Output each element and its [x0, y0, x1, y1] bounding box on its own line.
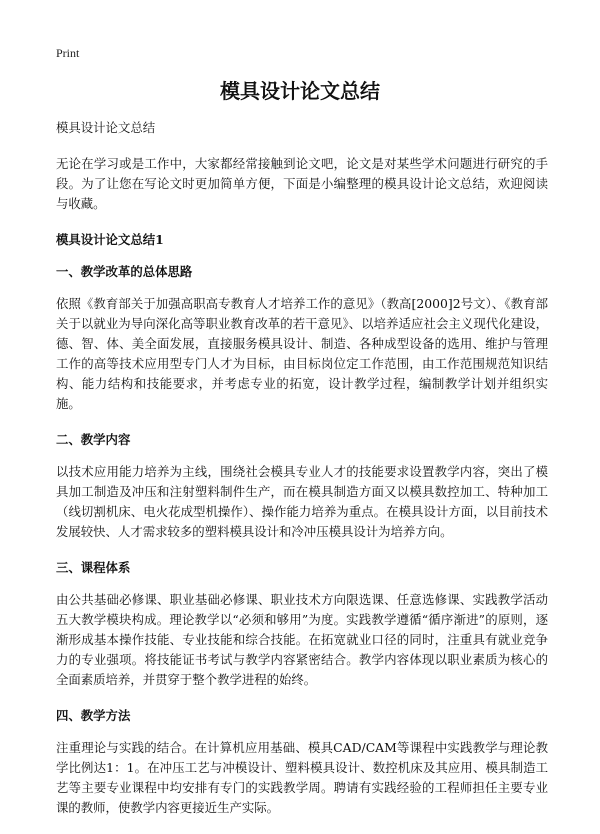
- section-heading-1: 一、教学改革的总体思路: [56, 264, 193, 279]
- section-paragraph-1: 依照《教育部关于加强高职高专教育人才培养工作的意见》（教高[2000]2号文）、《教育部关于以就业为导向深化高等职业教育改革的若干意见》、以培养适应社会主义现代化建设，德、智、体、美全面发展，直接服务模具设计、制造、各种成型设备的选用、维护与管理工作的高等技术应用型专门人才为目标，由目标岗位定工作范围，由工作范围规范知识结构、能力结构和技能要求，并考虑专业的拓宽，设计教学过程，编制教学计划并组织实施。: [56, 296, 548, 411]
- document-body: [56, 118, 548, 834]
- document-subtitle: 模具设计论文总结: [56, 120, 156, 135]
- section-paragraph-3: 由公共基础必修课、职业基础必修课、职业技术方向限选课、任意选修课、实践教学活动五大教学模块构成。理论教学以“必须和够用”为度。实践教学遵循“循序渐进”的原则，逐渐形成基本操作技能、专业技能和综合技能。在拓宽就业口径的同时，注重具有就业竞争力的专业强项。将技能证书考试与教学内容紧密结合。教学内容体现以职业素质为核心的全面素质培养，并贯穿于整个教学进程的始终。: [56, 592, 548, 687]
- section-heading-3: 三、课程体系: [56, 560, 131, 575]
- section-heading-2: 二、教学内容: [56, 432, 131, 447]
- section-heading-4: 四、教学方法: [56, 708, 131, 723]
- section-title: 模具设计论文总结1: [56, 232, 164, 247]
- intro-paragraph: 无论在学习或是工作中，大家都经常接触到论文吧，论文是对某些学术问题进行研究的手段。为了让您在写论文时更加简单方便，下面是小编整理的模具设计论文总结，欢迎阅读与收藏。: [56, 156, 548, 211]
- section-paragraph-4: 注重理论与实践的结合。在计算机应用基础、模具CAD/CAM等课程中实践教学与理论教学比例达1：1。在冲压工艺与冲模设计、塑料模具设计、数控机床及其应用、模具制造工艺等主要专业课程中均安排有专门的实践教学周。聘请有实践经验的工程师担任主要专业课的教师，使教学内容更接近生产实际。: [56, 740, 548, 815]
- print-link[interactable]: Print: [56, 46, 80, 60]
- section-paragraph-2: 以技术应用能力培养为主线，围绕社会模具专业人才的技能要求设置教学内容，突出了模具加工制造及冲压和注射塑料制件生产，而在模具制造方面又以模具数控加工、特种加工（线切割机床、电火花成型机操作）、操作能力培养为重点。在模具设计方面，以目前技术发展较快、人才需求较多的塑料模具设计和冷冲压模具设计为培养方向。: [56, 464, 548, 539]
- document-title: 模具设计论文总结: [220, 79, 380, 103]
